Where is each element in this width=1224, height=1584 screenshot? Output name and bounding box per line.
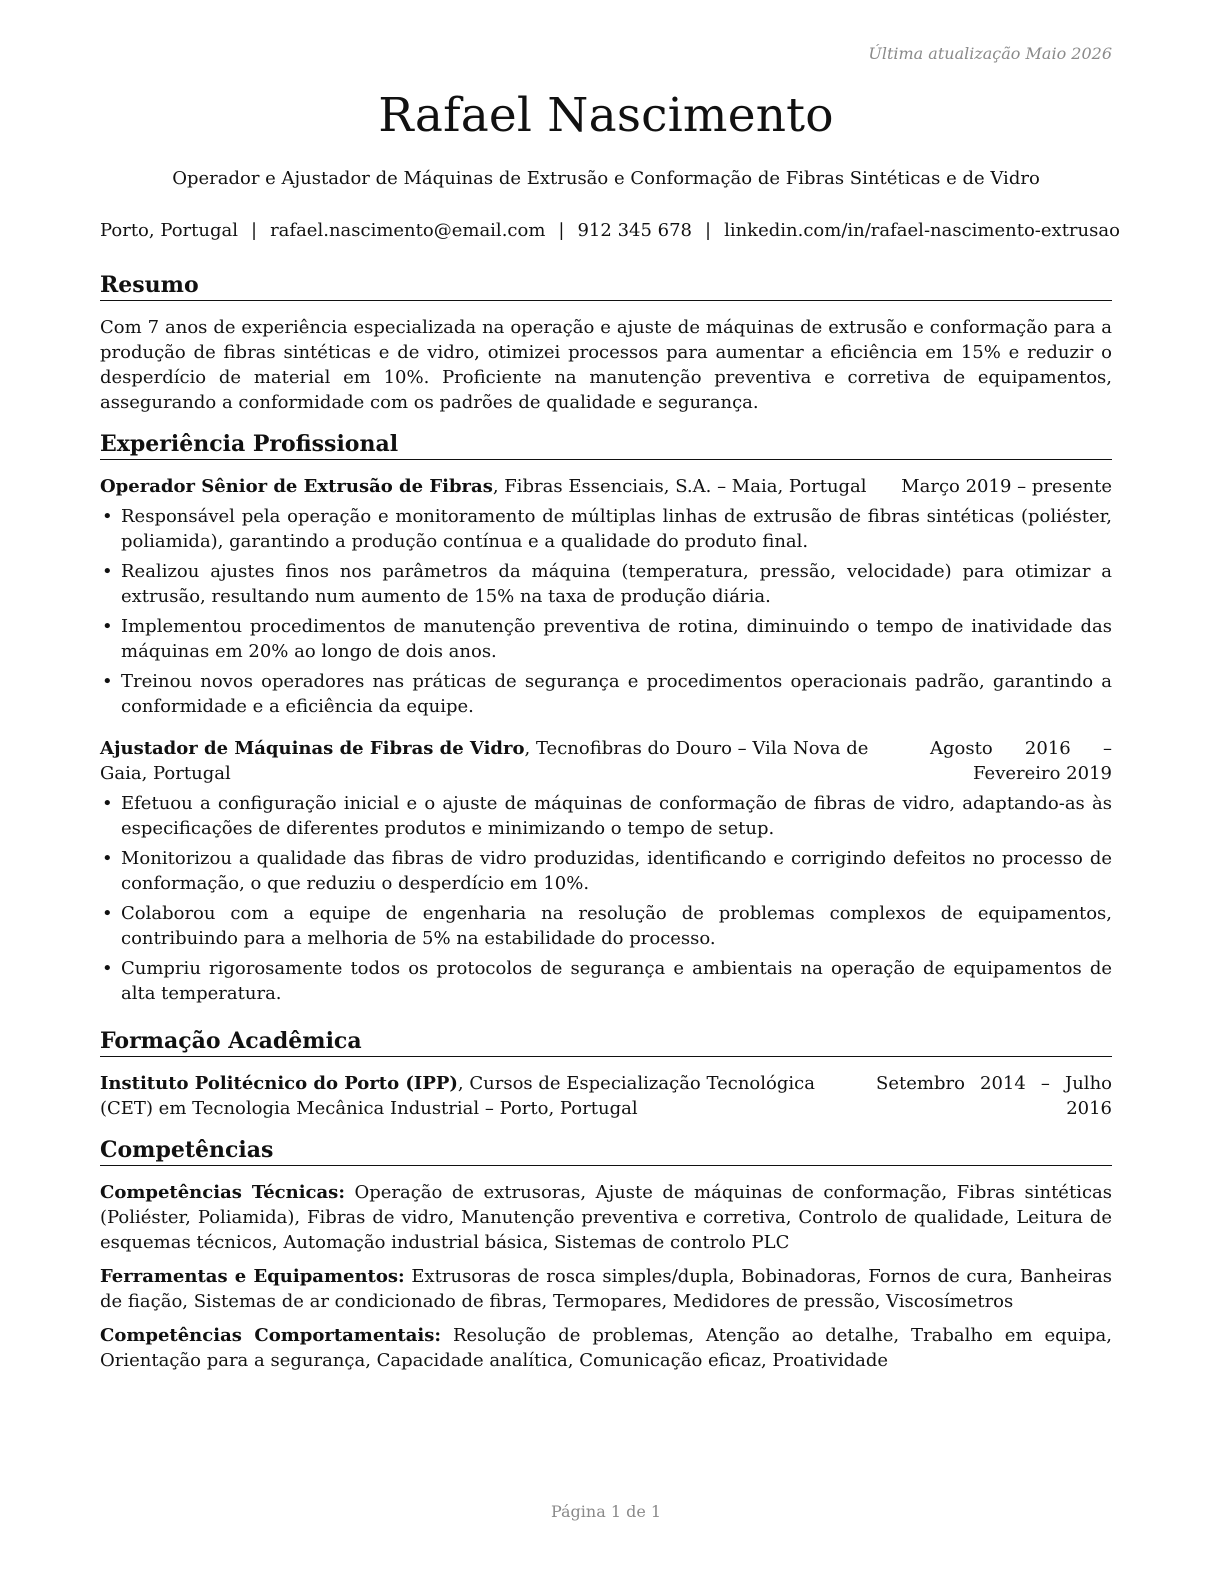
bullet-item: • Colaborou com a equipe de engenharia na resolução de problemas complexos de equipamentos, contribuindo para a melhoria de 5% na estabilidade do processo. [100,901,1112,951]
education-section [100,1027,1112,1121]
job-company: , Tecnofibras do Douro – Vila Nova de Gaia, Portugal [100,738,869,784]
skill-group-text: Operação de extrusoras, Ajuste de máquinas de conformação, Fibras sintéticas (Poliéster, Poliamida), Fibras de vidro, Manutenção preventiva e corretiva, Controlo de qualidade, Leitura de esquemas técnicos, Automação industrial básica, Sistemas de controlo PLC [100,1182,1112,1253]
skill-group-text: Extrusoras de rosca simples/dupla, Bobinadoras, Fornos de cura, Banheiras de fiação, Sistemas de ar condicionado de fibras, Termopares, Medidores de pressão, Viscosímetros [100,1266,1112,1312]
contact-location: Porto, Portugal [100,220,238,241]
education-dates: Setembro 2014 – Julho 2016 [876,1073,1112,1119]
job-company: , Fibras Essenciais, S.A. – Maia, Portugal [492,476,867,497]
job-role: Operador Sênior de Extrusão de Fibras [100,476,493,497]
bullet-item: • Cumpriu rigorosamente todos os protocolos de segurança e ambientais na operação de equipamentos de alta temperatura. [100,956,1112,1006]
education-entry [100,1071,1112,1121]
page-number: Página 1 de 1 [550,1502,662,1521]
summary-text: Com 7 anos de experiência especializada na operação e ajuste de máquinas de extrusão e conformação para a produção de fibras sintéticas e de vidro, otimizei processos para aumentar a eficiência em 15% e reduzir o desperdício de material em 10%. Proficiente na manutenção preventiva e corretiva de equipamentos, assegurando a conformidade com os padrões de qualidade e segurança. [100,317,1112,413]
section-heading-experience: Experiência Profissional [100,430,1112,460]
skill-group-label: Competências Comportamentais: [100,1325,441,1346]
section-heading-summary: Resumo [100,271,1112,301]
skill-group-label: Competências Técnicas: [100,1182,345,1203]
education-details: , Cursos de Especialização Tecnológica (CET) em Tecnologia Mecânica Industrial – Porto, Portugal [100,1073,815,1119]
section-heading-skills: Competências [100,1136,1112,1166]
education-institution: Instituto Politécnico do Porto (IPP) [100,1073,458,1094]
bullet-item: • Realizou ajustes finos nos parâmetros da máquina (temperatura, pressão, velocidade) para otimizar a extrusão, resultando num aumento de 15% na taxa de produção diária. [100,559,1112,609]
skill-group [100,1180,1112,1255]
job-entry [100,474,1112,719]
contact-separator: | [251,220,258,241]
last-updated: Última atualização Maio 2026 [868,44,1112,63]
job-title: Operador e Ajustador de Máquinas de Extrusão e Conformação de Fibras Sintéticas e de Vidro [172,168,1040,189]
job-bullets [100,791,1112,1006]
job-entry [100,736,1112,1006]
section-heading-education: Formação Acadêmica [100,1027,1112,1057]
skill-group [100,1323,1112,1373]
job-dates: Março 2019 – presente [901,476,1112,497]
contact-separator: | [558,220,565,241]
job-dates: Agosto 2016 – Fevereiro 2019 [930,738,1112,784]
skill-group-label: Ferramentas e Equipamentos: [100,1266,405,1287]
contact-line [100,219,1120,243]
job-bullets [100,504,1112,719]
resume-page [100,0,1120,1584]
candidate-name: Rafael Nascimento [378,88,834,143]
skills-section [100,1136,1112,1382]
job-header [100,736,1112,786]
job-header [100,474,1112,499]
bullet-item: • Monitorizou a qualidade das fibras de vidro produzidas, identificando e corrigindo defeitos no processo de conformação, o que reduziu o desperdício em 10%. [100,846,1112,896]
skill-group-text: Resolução de problemas, Atenção ao detalhe, Trabalho em equipa, Orientação para a segurança, Capacidade analítica, Comunicação eficaz, Proatividade [100,1325,1112,1371]
contact-separator: | [705,220,712,241]
bullet-item: • Treinou novos operadores nas práticas de segurança e procedimentos operacionais padrão, garantindo a conformidade e a eficiência da equipe. [100,669,1112,719]
bullet-item: • Implementou procedimentos de manutenção preventiva de rotina, diminuindo o tempo de inatividade das máquinas em 20% ao longo de dois anos. [100,614,1112,664]
bullet-item: • Efetuou a configuração inicial e o ajuste de máquinas de conformação de fibras de vidro, adaptando-as às especificações de diferentes produtos e minimizando o tempo de setup. [100,791,1112,841]
bullet-item: • Responsável pela operação e monitoramento de múltiplas linhas de extrusão de fibras sintéticas (poliéster, poliamida), garantindo a produção contínua e a qualidade do produto final. [100,504,1112,554]
contact-phone: 912 345 678 [577,220,692,241]
summary-section [100,271,1112,415]
job-role: Ajustador de Máquinas de Fibras de Vidro [100,738,525,759]
contact-linkedin[interactable]: linkedin.com/in/rafael-nascimento-extrusao [724,220,1120,241]
experience-section [100,430,1112,1011]
contact-email[interactable]: rafael.nascimento@email.com [270,220,546,241]
skill-group [100,1264,1112,1314]
